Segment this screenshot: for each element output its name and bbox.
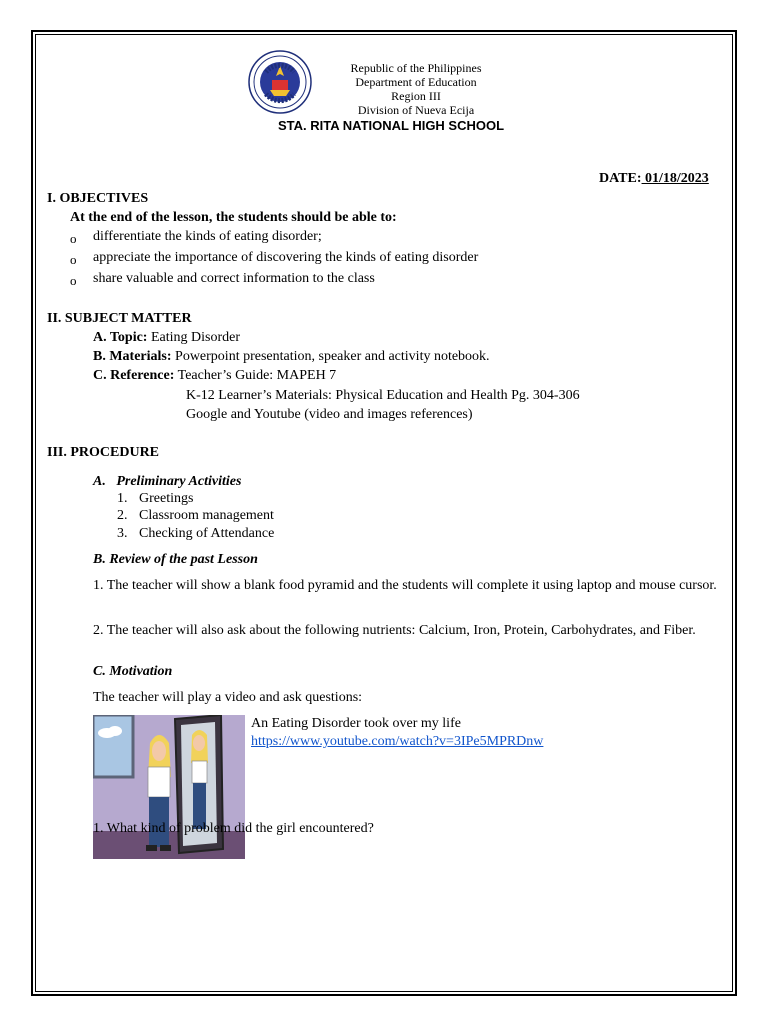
objective-item: differentiate the kinds of eating disorder; (93, 229, 322, 244)
header-division: Division of Nueva Ecija (357, 103, 475, 117)
reference-line: K-12 Learner’s Materials: Physical Education and Health Pg. 304-306 (186, 388, 580, 403)
prelim-num: 3. (117, 526, 128, 541)
header-republic: Republic of the Philippines (350, 61, 482, 75)
topic-value: Eating Disorder (147, 330, 240, 345)
review-item: 1. The teacher will show a blank food pyramid and the students will complete it using laptop and mouse cursor. (93, 578, 717, 593)
prelim-num: 2. (117, 508, 128, 523)
date-label: DATE: (599, 171, 642, 186)
reference-line: Google and Youtube (video and images references) (186, 407, 473, 422)
header-region: Region III (391, 89, 441, 103)
objective-item: appreciate the importance of discovering the kinds of eating disorder (93, 250, 479, 265)
prelim-item: Greetings (139, 491, 194, 506)
prelim-item: Classroom management (139, 508, 274, 523)
materials-value: Powerpoint presentation, speaker and activity notebook. (171, 349, 490, 364)
objectives-intro: At the end of the lesson, the students should be able to: (70, 210, 397, 225)
date-line (599, 171, 709, 187)
bullet-marker: o (70, 273, 77, 288)
video-title: An Eating Disorder took over my life (251, 716, 461, 731)
reference-value: Teacher’s Guide: MAPEH 7 (174, 368, 337, 383)
reference-line (93, 368, 336, 384)
objective-item: share valuable and correct information to the class (93, 271, 375, 286)
reference-label: C. Reference: (93, 368, 175, 383)
question-text: 1. What kind of problem did the girl encountered? (93, 821, 374, 836)
date-value: 01/18/2023 (641, 171, 709, 186)
bullet-marker: o (70, 231, 77, 246)
motivation-heading: C. Motivation (93, 664, 173, 679)
topic-line (93, 330, 240, 346)
subject-matter-heading: II. SUBJECT MATTER (47, 311, 192, 326)
topic-label: A. Topic: (93, 330, 148, 345)
preliminary-heading: A. Preliminary Activities (93, 474, 242, 489)
motivation-text: The teacher will play a video and ask questions: (93, 690, 363, 705)
review-heading: B. Review of the past Lesson (93, 552, 258, 567)
objectives-heading: I. OBJECTIVES (47, 191, 149, 206)
school-name: STA. RITA NATIONAL HIGH SCHOOL (278, 118, 505, 133)
prelim-item: Checking of Attendance (139, 526, 275, 541)
procedure-heading: III. PROCEDURE (47, 445, 160, 460)
bullet-marker: o (70, 252, 77, 267)
review-item: 2. The teacher will also ask about the following nutrients: Calcium, Iron, Protein, Carbohydrates, and Fiber. (93, 623, 696, 638)
header-department: Department of Education (355, 75, 477, 89)
materials-label: B. Materials: (93, 349, 172, 364)
materials-line (93, 349, 490, 365)
girl-mirror-illustration (93, 715, 245, 859)
prelim-num: 1. (117, 491, 128, 506)
video-link[interactable]: https://www.youtube.com/watch?v=3IPe5MPRDnw (251, 734, 544, 749)
